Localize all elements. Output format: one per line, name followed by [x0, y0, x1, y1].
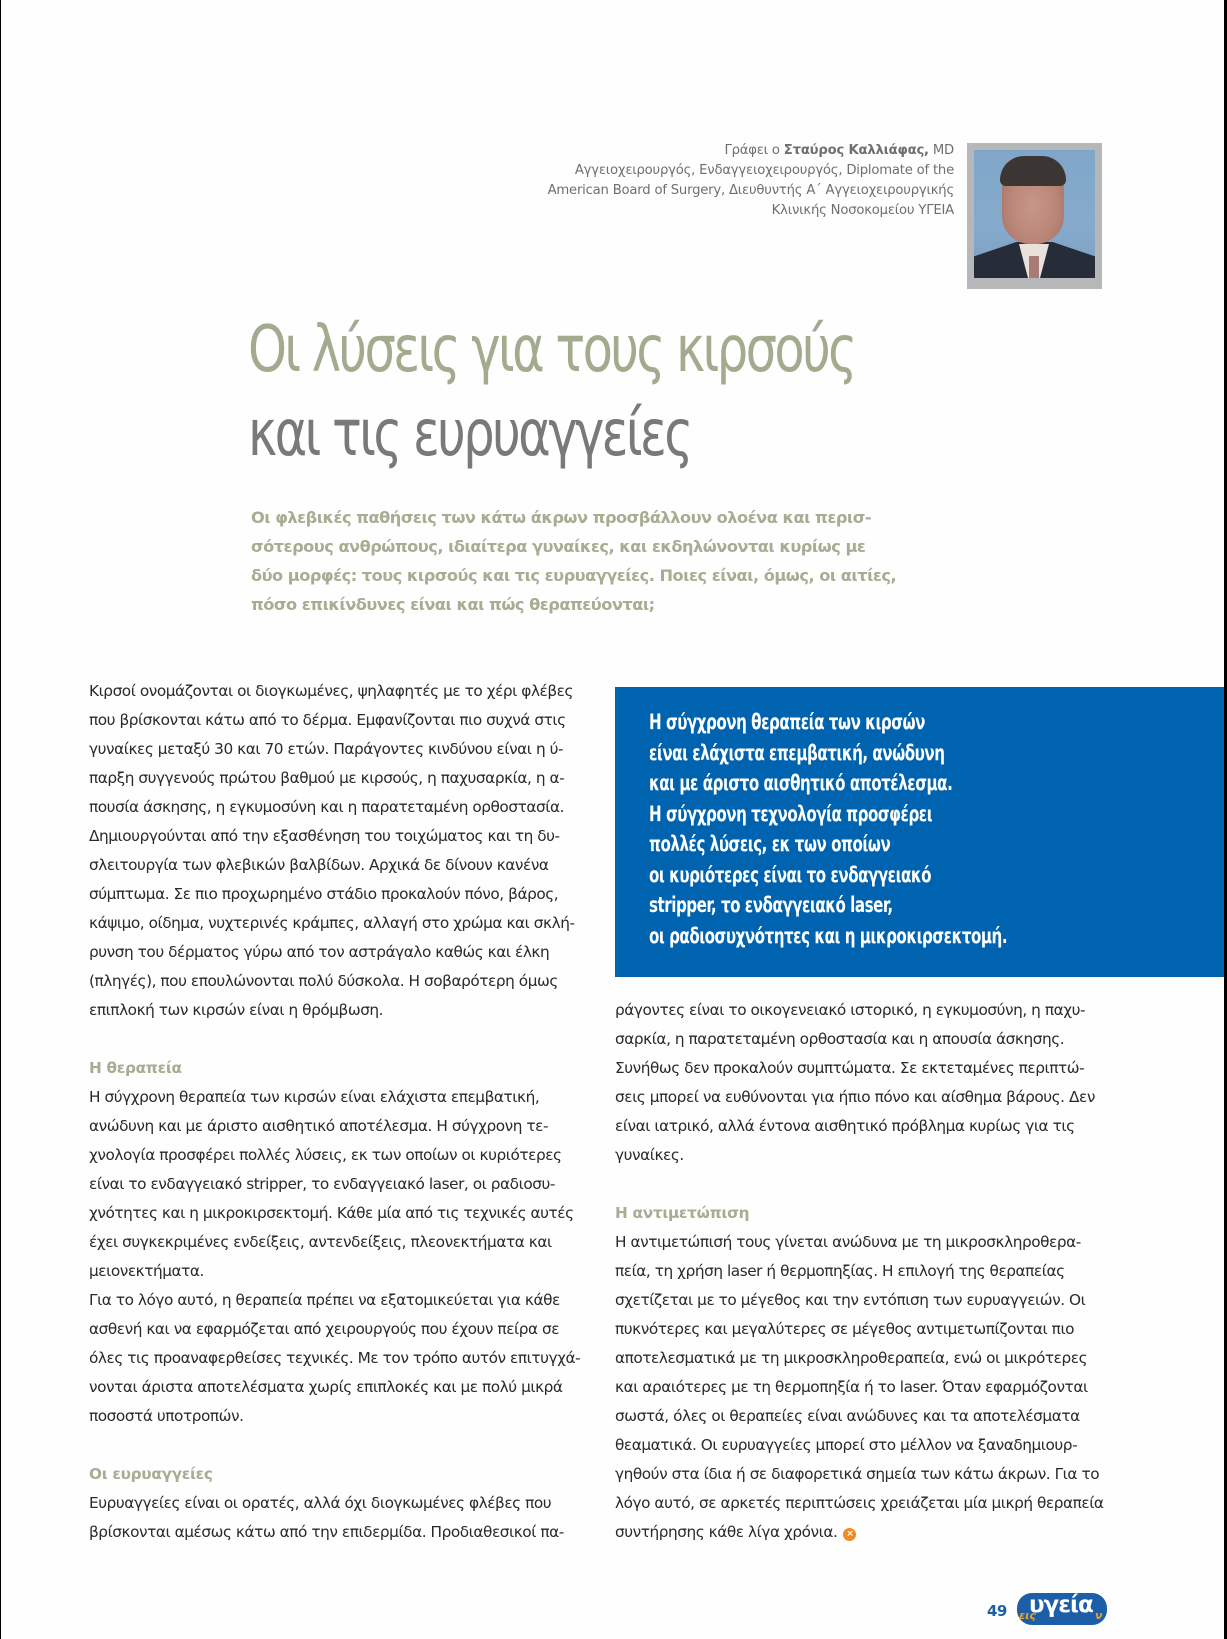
magazine-logo	[1017, 1593, 1107, 1625]
therapy-line: ποσοστά υποτροπών.	[89, 1407, 244, 1425]
pull-quote-line: οι κυριότερες είναι το ενδαγγειακό	[649, 862, 932, 887]
right-column	[615, 996, 1115, 1547]
treatment-line: λόγο αυτό, σε αρκετές περιπτώσεις χρειάζεται μία μικρή θεραπεία	[615, 1494, 1104, 1512]
therapy-line: είναι το ενδαγγειακό stripper, το ενδαγγειακό laser, οι ραδιοσυ-	[89, 1175, 555, 1193]
treatment-line: πυκνότερες και μεγαλύτερες σε μέγεθος αντιμετωπίζονται πιο	[615, 1320, 1075, 1338]
therapy-line: ανώδυνη και με άριστο αισθητικό αποτέλεσμα. Η σύγχρονη τε-	[89, 1117, 549, 1135]
logo-suffix: ν	[1095, 1609, 1103, 1622]
treatment-line: σωστά, όλες οι θεραπείες είναι ανώδυνες και τα αποτελέσματα	[615, 1407, 1080, 1425]
therapy-line: ασθενή και να εφαρμόζεται από χειρουργούς που έχουν πείρα σε	[89, 1320, 560, 1338]
photo-tie	[1029, 256, 1039, 278]
continuation-paragraph	[615, 996, 1115, 1170]
continuation-line: Συνήθως δεν προκαλούν συμπτώματα. Σε εκτεταμένες περιπτώ-	[615, 1059, 1085, 1077]
intro-line: σύμπτωμα. Σε πιο προχωρημένο στάδιο προκαλούν πόνο, βάρος,	[89, 885, 559, 903]
pull-quote-box	[615, 687, 1224, 977]
end-of-article-icon: ×	[843, 1528, 856, 1541]
author-photo	[974, 150, 1095, 278]
treatment-heading: Η αντιμετώπιση	[615, 1204, 750, 1222]
lead-line: πόσο επικίνδυνες είναι και πώς θεραπεύονται;	[251, 595, 655, 614]
author-byline	[434, 141, 954, 221]
treatment-line: αποτελεσματικά με τη μικροσκληροθεραπεία, ενώ οι μικρότερες	[615, 1349, 1088, 1367]
therapy-line: Η σύγχρονη θεραπεία των κιρσών είναι ελάχιστα επεμβατική,	[89, 1088, 540, 1106]
lead-line: Οι φλεβικές παθήσεις των κάτω άκρων προσβάλλουν ολοένα και περισ-	[251, 508, 872, 527]
author-prefix: Γράφει ο	[724, 143, 784, 158]
page-number: 49	[987, 1602, 1007, 1620]
therapy-line: χνότητες και η μικροκιρσεκτομή. Κάθε μία από τις τεχνικές αυτές	[89, 1204, 574, 1222]
telangiectasia-line: βρίσκονται αμέσως κάτω από την επιδερμίδα. Προδιαθεσικοί πα-	[89, 1523, 564, 1541]
intro-line: Δημιουργούνται από την εξασθένηση του τοιχώματος και τη δυ-	[89, 827, 560, 845]
telangiectasia-paragraph	[89, 1489, 579, 1547]
pull-quote-line: stripper, το ενδαγγειακό laser,	[649, 893, 893, 917]
title-line-2: και τις ευρυαγγείες	[248, 397, 691, 471]
lead-line: σότερους ανθρώπους, ιδιαίτερα γυναίκες, και εκδηλώνονται κυρίως με	[251, 537, 866, 556]
pull-quote-text	[649, 707, 1007, 951]
continuation-line: σεις μπορεί να ευθύνονται για ήπιο πόνο και αίσθημα βάρους. Δεν	[615, 1088, 1095, 1106]
pull-quote-line: πολλές λύσεις, εκ των οποίων	[649, 832, 891, 856]
pull-quote-line: Η σύγχρονη τεχνολογία προσφέρει	[649, 801, 933, 826]
intro-line: επιπλοκή των κιρσών είναι η θρόμβωση.	[89, 1001, 384, 1019]
author-degree: MD	[928, 143, 954, 158]
intro-line: γυναίκες μεταξύ 30 και 70 ετών. Παράγοντες κινδύνου είναι η ύ-	[89, 740, 564, 758]
telangiectasia-line: Ευρυαγγείες είναι οι ορατές, αλλά όχι διογκωμένες φλέβες που	[89, 1494, 552, 1512]
treatment-line: συντήρησης κάθε λίγα χρόνια. ×	[615, 1518, 1115, 1547]
author-photo-frame	[967, 143, 1102, 289]
treatment-line: και αραιότερες με τη θερμοπηξία ή το laser. Όταν εφαρμόζονται	[615, 1378, 1088, 1396]
intro-paragraph	[89, 677, 579, 1025]
logo-prefix: εις	[1019, 1609, 1036, 1622]
treatment-line: γηθούν στα ίδια ή σε διαφορετικά σημεία των κάτω άκρων. Για το	[615, 1465, 1100, 1483]
therapy-paragraph	[89, 1083, 579, 1431]
photo-hair	[1000, 156, 1066, 186]
intro-line: που βρίσκονται κάτω από το δέρμα. Εμφανίζονται πιο συχνά στις	[89, 711, 566, 729]
continuation-line: ράγοντες είναι το οικογενειακό ιστορικό, η εγκυμοσύνη, η παχυ-	[615, 1001, 1086, 1019]
intro-line: σλειτουργία των φλεβικών βαλβίδων. Αρχικά δε δίνουν κανένα	[89, 856, 549, 874]
treatment-paragraph	[615, 1228, 1115, 1547]
treatment-line: πεία, τη χρήση laser ή θερμοπηξίας. Η επιλογή της θεραπείας	[615, 1262, 1065, 1280]
intro-line: ρυνση του δέρματος γύρω από τον αστράγαλο καθώς και έλκη	[89, 943, 550, 961]
logo-main-text: υγεία	[1029, 1592, 1093, 1618]
title-line-1: Οι λύσεις για τους κιρσούς	[248, 313, 855, 387]
author-credential-line: American Board of Surgery, Διευθυντής Α΄ Αγγειοχειρουργικής	[547, 183, 954, 198]
therapy-line: νονται άριστα αποτελέσματα χωρίς επιπλοκές και με πολύ μικρά	[89, 1378, 563, 1396]
therapy-line: χνολογία προσφέρει πολλές λύσεις, εκ των οποίων οι κυριότερες	[89, 1146, 562, 1164]
pull-quote-line: οι ραδιοσυχνότητες και η μικροκιρσεκτομή.	[649, 923, 1008, 948]
therapy-line: μειονεκτήματα.	[89, 1262, 204, 1280]
article-title	[248, 308, 855, 476]
intro-line: (πληγές), που επουλώνονται πολύ δύσκολα. Η σοβαρότερη όμως	[89, 972, 558, 990]
article-lead	[251, 503, 897, 619]
pull-quote-line: Η σύγχρονη θεραπεία των κιρσών	[649, 710, 925, 734]
intro-line: Κιρσοί ονομάζονται οι διογκωμένες, ψηλαφητές με το χέρι φλέβες	[89, 682, 574, 700]
intro-line: κάψιμο, οίδημα, νυχτερινές κράμπες, αλλαγή στο χρώμα και σκλή-	[89, 914, 575, 932]
telangiectasia-heading: Οι ευρυαγγείες	[89, 1465, 213, 1483]
treatment-line: Η αντιμετώπισή τους γίνεται ανώδυνα με τη μικροσκληροθερα-	[615, 1233, 1081, 1251]
continuation-line: σαρκία, η παρατεταμένη ορθοστασία και η απουσία άσκησης.	[615, 1030, 1065, 1048]
treatment-line: θεαματικά. Οι ευρυαγγείες μπορεί στο μέλλον να ξαναδημιουρ-	[615, 1436, 1078, 1454]
magazine-page	[1, 0, 1224, 1639]
author-credential-line: Κλινικής Νοσοκομείου ΥΓΕΙΑ	[771, 203, 954, 218]
treatment-line: σχετίζεται με το μέγεθος και την εντόπιση των ευρυαγγειών. Οι	[615, 1291, 1086, 1309]
continuation-line: γυναίκες.	[615, 1146, 684, 1164]
intro-line: πουσία άσκησης, η εγκυμοσύνη και η παρατεταμένη ορθοστασία.	[89, 798, 564, 816]
pull-quote-line: είναι ελάχιστα επεμβατική, ανώδυνη	[649, 740, 945, 765]
lead-line: δύο μορφές: τους κιρσούς και τις ευρυαγγείες. Ποιες είναι, όμως, οι αιτίες,	[251, 566, 897, 585]
author-name-line	[434, 141, 954, 161]
therapy-line: όλες τις προαναφερθείσες τεχνικές. Με τον τρόπο αυτόν επιτυγχά-	[89, 1349, 581, 1367]
pull-quote-line: και με άριστο αισθητικό αποτέλεσμα.	[649, 771, 953, 795]
therapy-line: έχει συγκεκριμένες ενδείξεις, αντενδείξεις, πλεονεκτήματα και	[89, 1233, 552, 1251]
therapy-heading: Η θεραπεία	[89, 1059, 182, 1077]
continuation-line: είναι ιατρικό, αλλά έντονα αισθητικό πρόβλημα κυρίως για τις	[615, 1117, 1075, 1135]
intro-line: παρξη συγγενούς πρώτου βαθμού με κιρσούς, η παχυσαρκία, η α-	[89, 769, 565, 787]
author-name: Σταύρος Καλλιάφας,	[783, 143, 929, 158]
author-credential-line: Αγγειοχειρουργός, Ενδαγγειοχειρουργός, Diplomate of the	[574, 163, 954, 178]
left-column	[89, 677, 579, 1547]
therapy-line: Για το λόγο αυτό, η θεραπεία πρέπει να εξατομικεύεται για κάθε	[89, 1291, 560, 1309]
